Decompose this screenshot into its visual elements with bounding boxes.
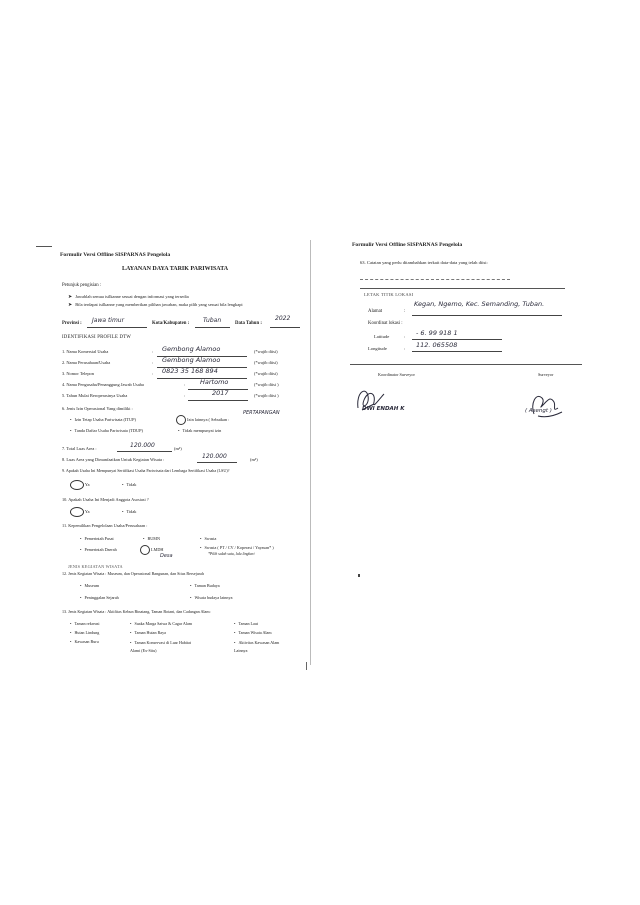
latitude-value: - 6. 99 918 1 (416, 329, 458, 337)
q13-option: • Kawasan Buru (70, 639, 99, 644)
q63-label: 63. Catatan yang perlu ditambahkan terkait data-data yang telah diisi: (360, 260, 488, 265)
q13-option: • Taman Laut (234, 621, 258, 626)
page-divider-tick (306, 662, 307, 670)
section-rule (360, 288, 565, 289)
q11-option: • Pemerintah Pusat (80, 536, 114, 541)
q9-yes-selected: Ya (70, 480, 90, 490)
provinsi-value: Jawa timur (92, 317, 125, 324)
right-form-header: Formulir Versi Offline SISPARNAS Pengelola (352, 242, 463, 248)
q7-value: 120.000 (130, 442, 155, 449)
profile-row: 2. Nama Perusahaan/Usaha : Gembong Alamoo (*wajib diisi) (62, 357, 322, 367)
koordinator-label: Koordinator Surveyor (378, 372, 415, 377)
selected-circle-icon (70, 480, 84, 490)
left-page (30, 240, 320, 660)
q6-option-selected: Izin lainnya ( Sebutkan : (176, 415, 229, 425)
tahun-value: 2022 (275, 315, 291, 322)
selected-circle-icon (176, 415, 186, 425)
koordinator-name: DWI ENDAH K (362, 406, 405, 412)
q7-unit: (m²) (174, 446, 182, 451)
surveyor-name: ( Asengt ) (525, 408, 552, 414)
signature-rule (350, 364, 582, 365)
profile-row: 1. Nama Komersial Usaha : Gembong Alamoo (*wajib diisi) (62, 346, 322, 356)
q8-label: 8. Luas Area yang Dimanfaatkan Untuk Kegiatan Wisata : (62, 457, 165, 462)
q9-no: • Tidak (122, 482, 136, 487)
q8-value: 120.000 (202, 453, 227, 460)
q13-option: • Suaka Marga Satwa & Cagar Alam (130, 621, 192, 626)
petunjuk-item-2: ➤ Bila terdapat isilkanne yang memberikan pilihan jawaban, maka pilih yang sesuai bila lengkapi (68, 302, 243, 308)
kota-label: Kota/Kabupaten : (152, 321, 190, 326)
q12-option: • Museum (80, 583, 99, 588)
profile-row: 5. Tahun Mulai Beroperasinya Usaha : 2017 (*wajib diisi ) (62, 390, 322, 400)
page-divider (310, 240, 311, 665)
q13-option: • Aktivitas Kawasan Alam Lainnya (234, 639, 290, 655)
q13-option: • Taman Konservasi di Luar Habitat Alami (Ex-Situ) (130, 639, 202, 655)
surveyor-signature (520, 384, 580, 424)
q11-option-selected: LMDH (140, 545, 163, 555)
scan-speck (358, 574, 360, 577)
q10-yes-selected: Ya (70, 507, 90, 517)
surveyor-label: Surveyor (538, 372, 554, 377)
q11-label: 11. Kepemilikan Pengelolaan Usaha/Perusahaan : (62, 523, 148, 528)
tahun-label: Data Tahun : (235, 321, 262, 326)
q6-option: • Tidak mempunyai izin (178, 428, 221, 433)
q6-label: 6. Jenis Izin Operasional Yang dimiliki : (62, 406, 133, 411)
form-title: LAYANAN DAYA TARIK PARIWISATA (122, 266, 229, 272)
q7-label: 7. Total Luas Area : (62, 446, 97, 451)
section-profile: IDENTIFIKASI PROFILE DTW (62, 335, 132, 340)
q11-option: • Pemerintah Daerah (80, 547, 117, 552)
q8-unit: (m²) (250, 457, 258, 462)
q13-option: • Taman Hutan Raya (130, 630, 166, 635)
selected-circle-icon (70, 507, 84, 517)
longitude-label: Longitude (368, 346, 387, 351)
koordinator-signature (352, 380, 422, 420)
latitude-label: Latitude (374, 334, 390, 339)
q12-label: 12. Jenis Kegiatan Wisata : Museum, dan Operasional Bangunan, dan Situs Bersejarah (62, 571, 204, 576)
q6-other-value: PERTAPANGAN (243, 410, 280, 416)
q6-option: • Tanda Daftar Usaha Pariwisata (TDUP) (70, 428, 143, 433)
q12-option: • Wisata budaya lainnya (190, 595, 232, 600)
alamat-label: Alamat (368, 309, 383, 314)
profile-row: 3. Nomor Telepon : 0823 35 168 894 (*wajib diisi) (62, 368, 322, 378)
longitude-value: 112. 065508 (416, 341, 458, 349)
q11-note: *Pilih salah satu, lalu lingkari (208, 552, 255, 556)
q10-no: • Tidak (122, 509, 136, 514)
q11-option: • Swasta ( PT / CV / Koperasi / Yayasan* ) (200, 545, 274, 550)
q10-label: 10. Apakah Usaha Ini Menjadi Anggota Asosiasi ? (62, 497, 149, 502)
q63-answer-line (360, 279, 510, 280)
q13-label: 13. Jenis Kegiatan Wisata : Aktifitas Kebun Binatang, Taman Botani, dan Cadangan Alam: (62, 609, 211, 614)
provinsi-label: Provinsi : (62, 321, 82, 326)
left-form-header: Formulir Versi Offline SISPARNAS Pengelola (60, 252, 171, 258)
q11-handwritten: Desa (160, 553, 173, 559)
left-header-mark (36, 246, 52, 247)
right-page: Formulir Versi Offline SISPARNAS Pengelola 63. Catatan yang perlu ditambahkan terkait data-data yang telah diisi: LETAK TITIK LOKASI Alamat : Kegan, Ngemo, Kec. Semanding, Tuban. Koordinat lokasi : Latitude : - 6. 99 918 1 Longitude : 112. 065508 Koordinator Surveyor Surveyor DWI ENDAH K ( Asengt ) (320, 236, 620, 436)
q11-option: • Swasta (200, 536, 216, 541)
q11-option: • BUMN (143, 536, 160, 541)
q12-option: • Peninggalan Sejarah (80, 595, 119, 600)
q13-option: • Hutan Lindung (70, 630, 99, 635)
profile-row: 4. Nama Pengusaha/Penanggung Jawab Usaha : Hartomo (*wajib diisi ) (62, 379, 322, 389)
alamat-value: Kegan, Ngemo, Kec. Semanding, Tuban. (414, 300, 545, 308)
selected-circle-icon (140, 545, 150, 555)
koordinat-label: Koordinat lokasi : (368, 321, 403, 326)
q12-option: • Taman Budaya (190, 583, 220, 588)
petunjuk-title: Petunjuk pengisian : (62, 283, 102, 288)
petunjuk-item-1: ➤ Jawablah semua isilkanne sesuai dengan informasi yang tersedia (68, 294, 189, 300)
kota-value: Tuban (203, 317, 222, 324)
q9-label: 9. Apakah Usaha Ini Mempunyai Sertifikasi Usaha Pariwisata dari Lembaga Sertifikasi Usaha (LSU)? (62, 468, 230, 473)
q13-option: • Taman rekreasi (70, 621, 100, 626)
section-lokasi: LETAK TITIK LOKASI (364, 292, 414, 297)
q6-option: • Izin Tetap Usaha Pariwisata (ITUP) (70, 417, 136, 422)
q13-option: • Taman Wisata Alam (234, 630, 272, 635)
section-kegiatan: JENIS KEGIATAN WISATA (68, 564, 123, 569)
